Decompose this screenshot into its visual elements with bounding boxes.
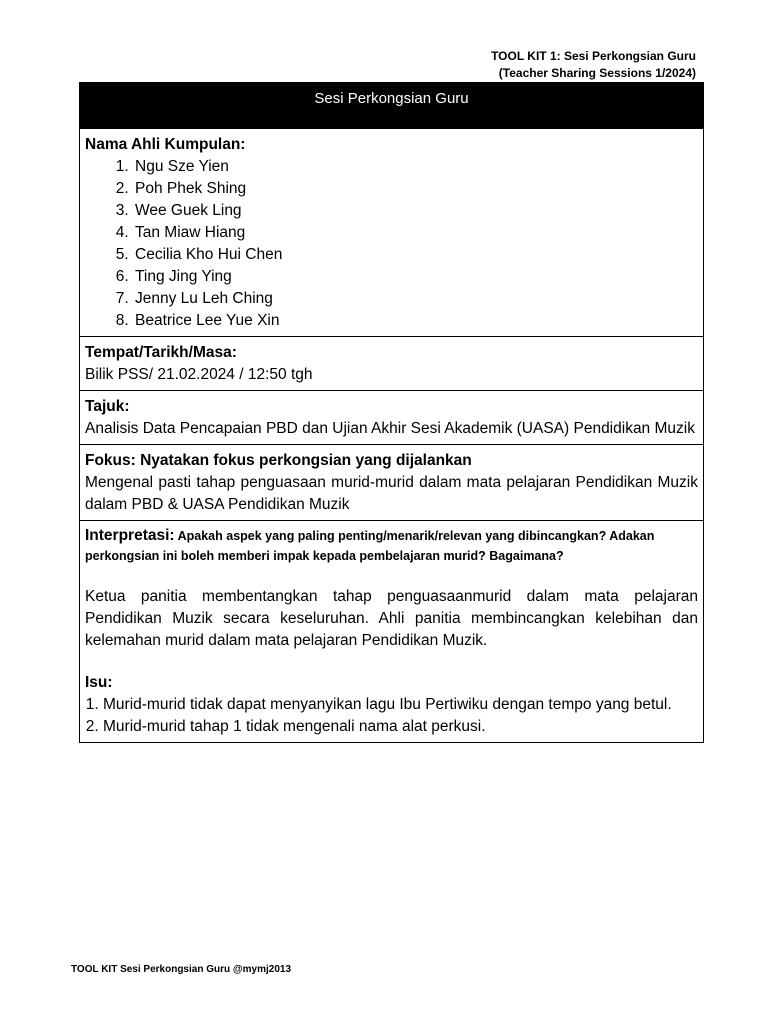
list-item: 4. Tan Miaw Hiang <box>133 222 698 244</box>
header-line-1: TOOL KIT 1: Sesi Perkongsian Guru <box>491 49 696 63</box>
list-item: 1. Ngu Sze Yien <box>133 156 698 178</box>
place-label: Tempat/Tarikh/Masa: <box>85 344 237 361</box>
members-label: Nama Ahli Kumpulan: <box>85 136 246 153</box>
interpretation-question-block <box>85 526 698 566</box>
list-item: 2. Murid-murid tahap 1 tidak mengenali nama alat perkusi. <box>103 716 698 738</box>
list-item: 6. Ting Jing Ying <box>133 266 698 288</box>
list-item: 7. Jenny Lu Leh Ching <box>133 288 698 310</box>
topic-value: Analisis Data Pencapaian PBD dan Ujian Akhir Sesi Akademik (UASA) Pendidikan Muzik <box>85 420 695 437</box>
interpretation-body: Ketua panitia membentangkan tahap penguasaanmurid dalam mata pelajaran Pendidikan Muzik secara keseluruhan. Ahli panitia membincangkan kelebihan dan kelemahan murid dalam mata pelajaran Pendidikan Muzik. <box>85 588 698 649</box>
sharing-session-table <box>79 82 704 743</box>
place-row <box>80 337 704 391</box>
list-item: 1. Murid-murid tidak dapat menyanyikan lagu Ibu Pertiwiku dengan tempo yang betul. <box>103 694 698 716</box>
members-list <box>85 156 698 332</box>
page-footer: TOOL KIT Sesi Perkongsian Guru @mymj2013 <box>71 964 292 975</box>
interpretation-question: Apakah aspek yang paling penting/menarik/relevan yang dibincangkan? Adakan perkongsian ini boleh memberi impak kepada pembelajaran murid? Bagaimana? <box>85 529 655 563</box>
place-value: Bilik PSS/ 21.02.2024 / 12:50 tgh <box>85 366 313 383</box>
topic-row <box>80 391 704 445</box>
table-title: Sesi Perkongsian Guru <box>80 83 704 129</box>
header-line-2: (Teacher Sharing Sessions 1/2024) <box>498 66 696 80</box>
focus-label: Fokus: Nyatakan fokus perkongsian yang dijalankan <box>85 452 472 469</box>
list-item: 5. Cecilia Kho Hui Chen <box>133 244 698 266</box>
issues-list <box>85 694 698 738</box>
list-item: 2. Poh Phek Shing <box>133 178 698 200</box>
page-header <box>491 48 696 82</box>
table-title-row <box>80 83 704 129</box>
list-item: 3. Wee Guek Ling <box>133 200 698 222</box>
focus-value: Mengenal pasti tahap penguasaan murid-murid dalam mata pelajaran Pendidikan Muzik dalam PBD & UASA Pendidikan Muzik <box>85 474 698 513</box>
interpretation-row <box>80 521 704 743</box>
topic-label: Tajuk: <box>85 398 130 415</box>
list-item: 8. Beatrice Lee Yue Xin <box>133 310 698 332</box>
members-row <box>80 129 704 337</box>
issues-label: Isu: <box>85 674 113 691</box>
focus-row <box>80 445 704 521</box>
interpretation-label: Interpretasi: <box>85 527 175 544</box>
